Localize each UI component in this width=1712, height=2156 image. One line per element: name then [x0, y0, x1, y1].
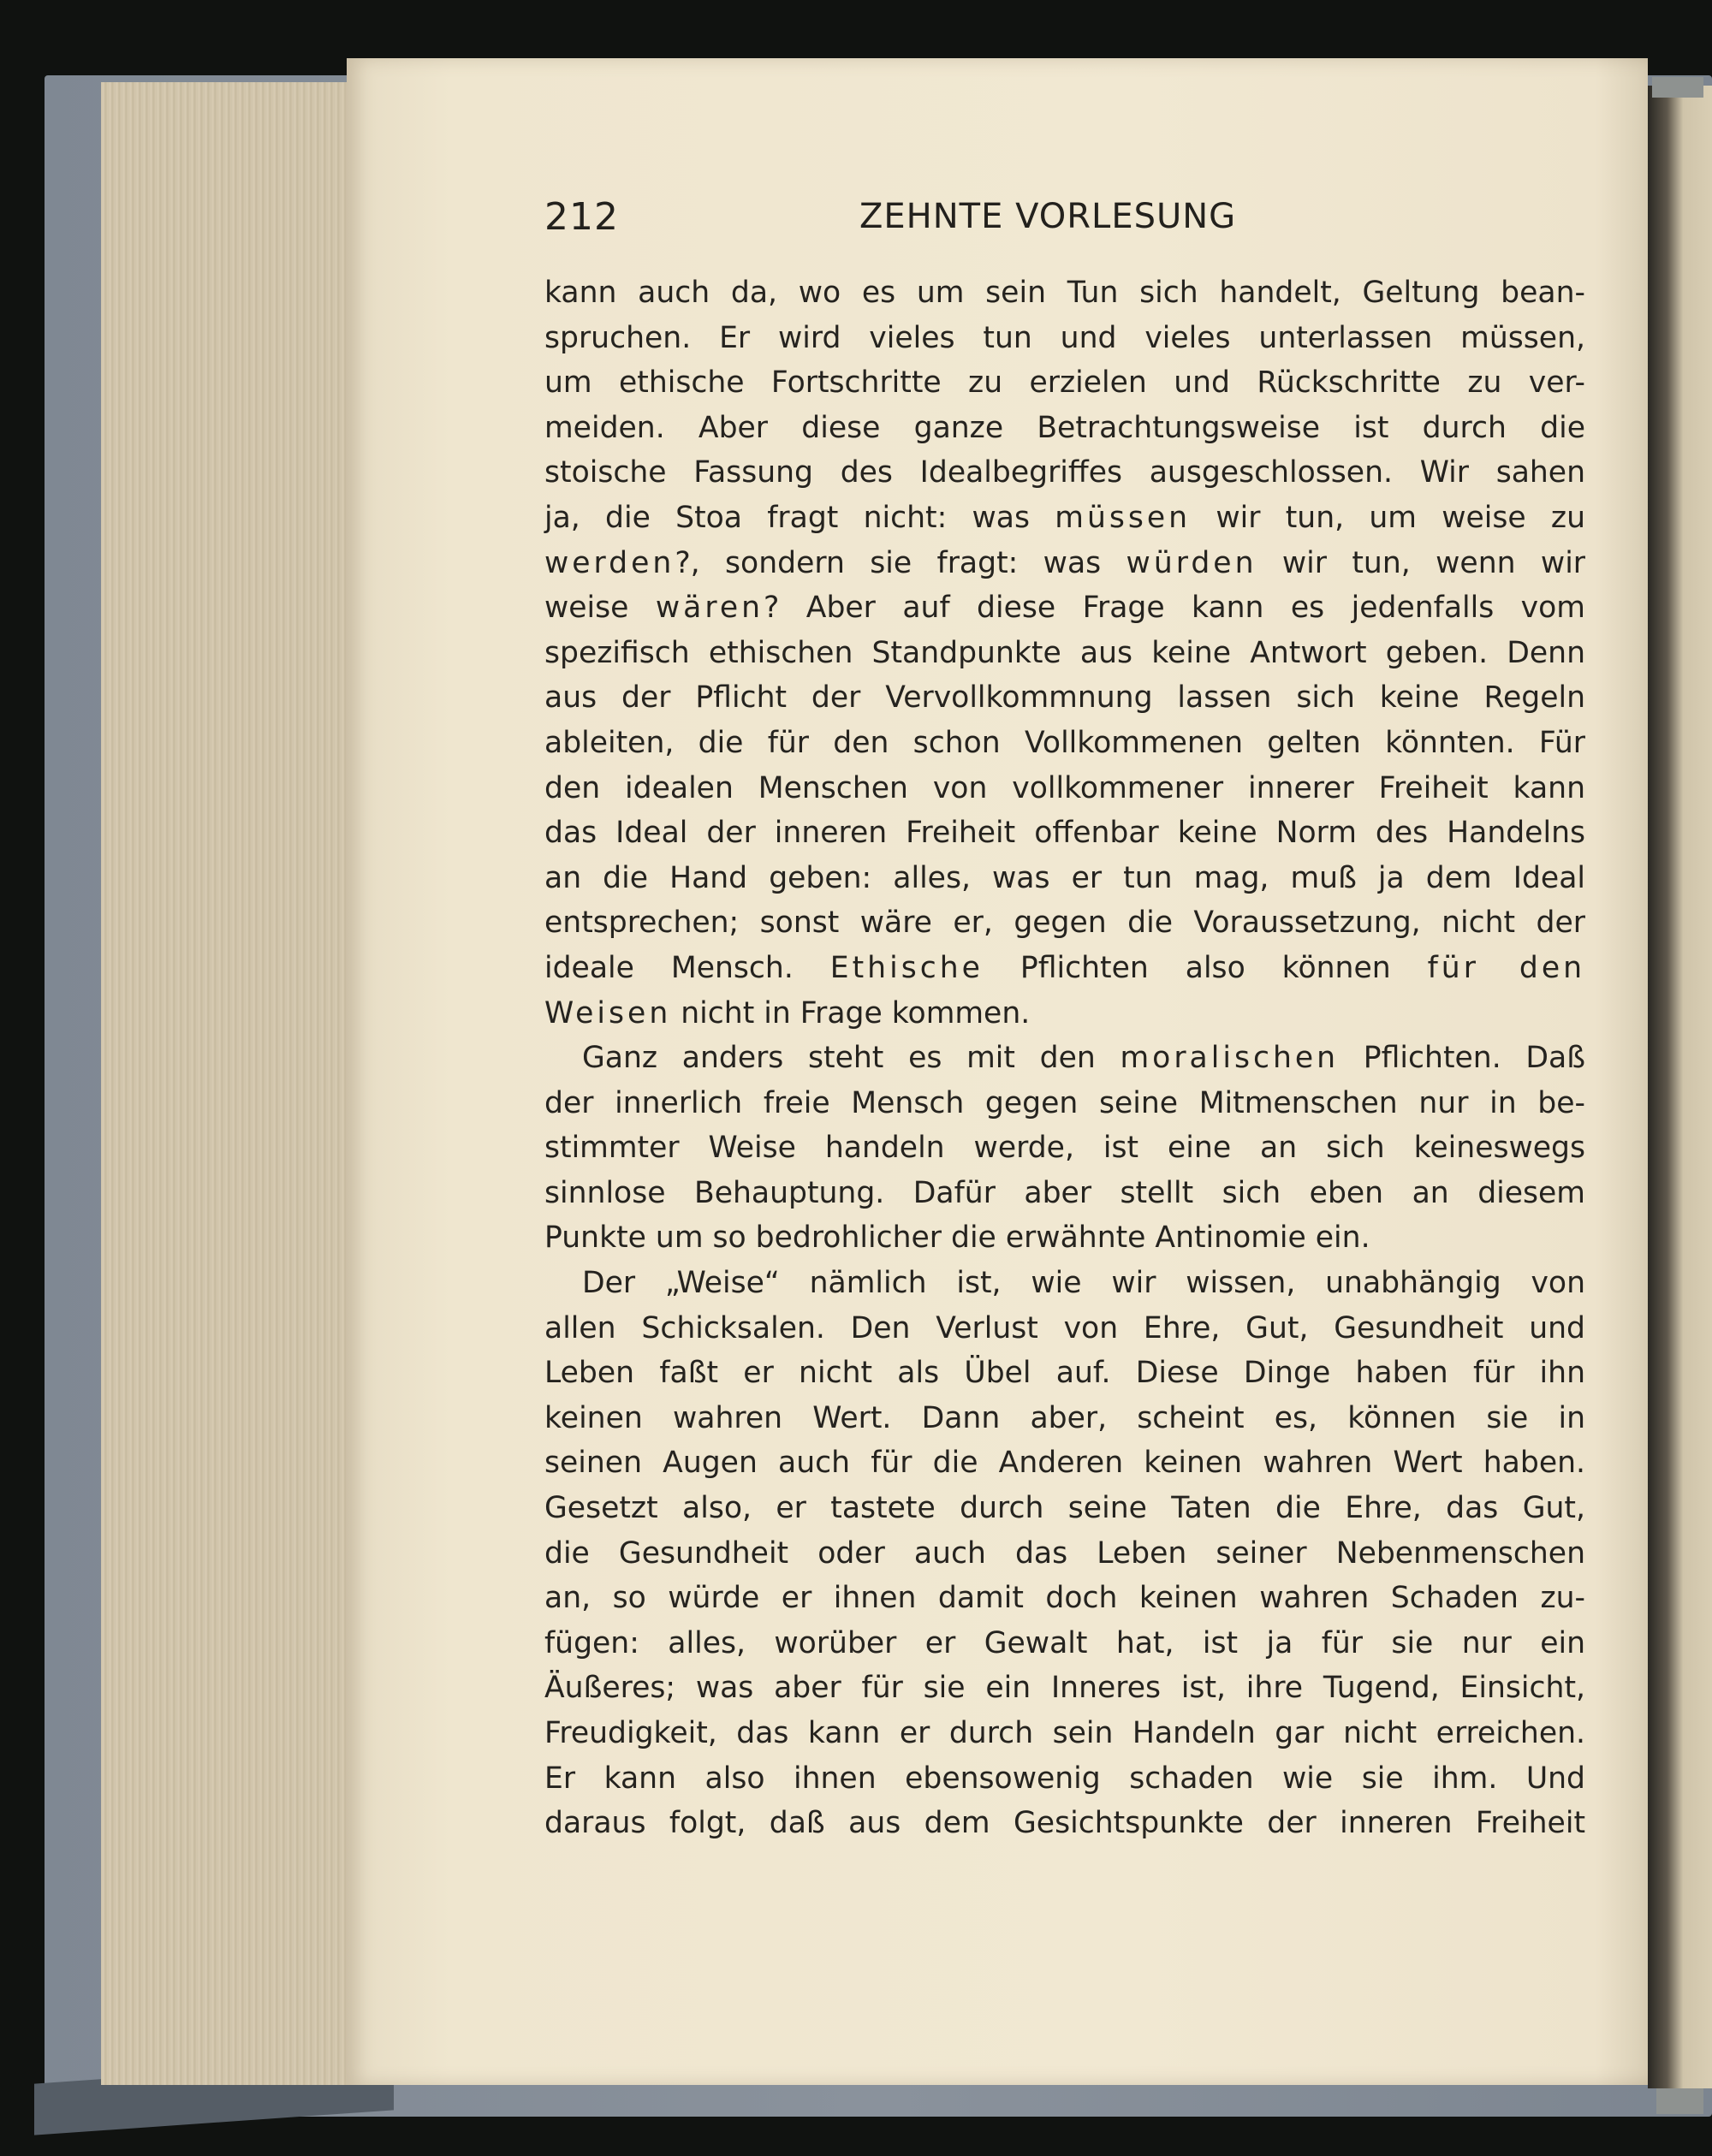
text-line: an die Hand geben: alles, was er tun mag, muß ja dem Ideal — [544, 860, 1585, 895]
text-line: spezifisch ethischen Standpunkte aus keine Antwort geben. Denn — [544, 635, 1585, 670]
spaced-emphasis: werden — [544, 545, 675, 580]
text-line: Ganz anders steht es mit den moralischen Pflichten. Daß — [582, 1041, 1586, 1076]
text-line: Der „Weise“ nämlich ist, wie wir wissen, unabhängig von — [582, 1266, 1585, 1301]
running-title: ZEHNTE VORLESUNG — [859, 197, 1237, 236]
body-text — [544, 270, 1585, 1846]
text-line: ideale Mensch. Ethische Pflichten also können für den — [544, 950, 1586, 985]
text-line: Punkte um so bedrohlicher die erwähnte Antinomie ein. — [544, 1221, 1370, 1256]
text-line: aus der Pflicht der Vervollkommnung lassen sich keine Regeln — [544, 680, 1585, 716]
text-line: Äußeres; was aber für sie ein Inneres ist, ihre Tugend, Einsicht, — [544, 1671, 1585, 1706]
spaced-emphasis: Weisen — [544, 995, 672, 1030]
text-line: die Gesundheit oder auch das Leben seiner Nebenmenschen — [544, 1535, 1585, 1571]
spaced-emphasis: würden — [1126, 545, 1257, 580]
text-line: werden?, sondern sie fragt: was würden wir tun, wenn wir — [544, 545, 1586, 580]
page-block-edge — [101, 82, 360, 2085]
text-line: das Ideal der inneren Freiheit offenbar keine Norm des Handelns — [544, 816, 1585, 851]
text-line: daraus folgt, daß aus dem Gesichtspunkte der inneren Freiheit — [544, 1806, 1585, 1841]
text-line: Freudigkeit, das kann er durch sein Handeln gar nicht erreichen. — [544, 1716, 1585, 1750]
spaced-emphasis: müssen — [1055, 500, 1192, 535]
text-line: stoische Fassung des Idealbegriffes ausgeschlossen. Wir sahen — [544, 455, 1585, 490]
text-line: stimmter Weise handeln werde, ist eine an sich keineswegs — [544, 1131, 1585, 1166]
text-line: weise wären? Aber auf diese Frage kann es jedenfalls vom — [544, 591, 1585, 626]
text-line: an, so würde er ihnen damit doch keinen wahren Schaden zu- — [544, 1581, 1585, 1616]
page-number: 212 — [544, 195, 619, 239]
text-line: der innerlich freie Mensch gegen seine Mitmenschen nur in be- — [544, 1085, 1585, 1120]
text-line: kann auch da, wo es um sein Tun sich handelt, Geltung bean- — [544, 276, 1585, 310]
spaced-emphasis: für den — [1427, 950, 1586, 985]
bookmark-ribbon-bottom — [1656, 2088, 1703, 2114]
text-line: keinen wahren Wert. Dann aber, scheint es, können sie in — [544, 1400, 1585, 1435]
text-line: allen Schicksalen. Den Verlust von Ehre, Gut, Gesundheit und — [544, 1310, 1585, 1345]
text-line: seinen Augen auch für die Anderen keinen wahren Wert haben. — [544, 1446, 1585, 1481]
facing-page-edge — [1648, 86, 1712, 2088]
text-line: ja, die Stoa fragt nicht: was müssen wir tun, um weise zu — [544, 500, 1585, 535]
page-header — [544, 195, 1281, 255]
text-line: Gesetzt also, er tastete durch seine Taten die Ehre, das Gut, — [544, 1491, 1585, 1526]
text-line: sinnlose Behauptung. Dafür aber stellt sich eben an diesem — [544, 1175, 1585, 1210]
spaced-emphasis: Ethische — [829, 950, 984, 985]
text-line: Er kann also ihnen ebensowenig schaden wie sie ihm. Und — [544, 1761, 1585, 1796]
text-line: entsprechen; sonst wäre er, gegen die Voraussetzung, nicht der — [544, 906, 1585, 941]
text-line: Leben faßt er nicht als Übel auf. Diese Dinge haben für ihn — [544, 1356, 1585, 1391]
text-line: spruchen. Er wird vieles tun und vieles unterlassen müssen, — [544, 320, 1585, 355]
text-line: fügen: alles, worüber er Gewalt hat, ist ja für sie nur ein — [544, 1625, 1585, 1660]
text-line: Weisen nicht in Frage kommen. — [544, 995, 1031, 1030]
text-line: ableiten, die für den schon Vollkommenen gelten könnten. Für — [544, 725, 1585, 760]
text-line: um ethische Fortschritte zu erzielen und Rückschritte zu ver- — [544, 365, 1585, 401]
spaced-emphasis: moralischen — [1120, 1041, 1340, 1076]
spaced-emphasis: wären — [655, 591, 764, 626]
bookmark-ribbon-top — [1652, 77, 1703, 98]
text-line: den idealen Menschen von vollkommener innerer Freiheit kann — [544, 770, 1585, 805]
text-line: meiden. Aber diese ganze Betrachtungsweise ist durch die — [544, 410, 1585, 445]
